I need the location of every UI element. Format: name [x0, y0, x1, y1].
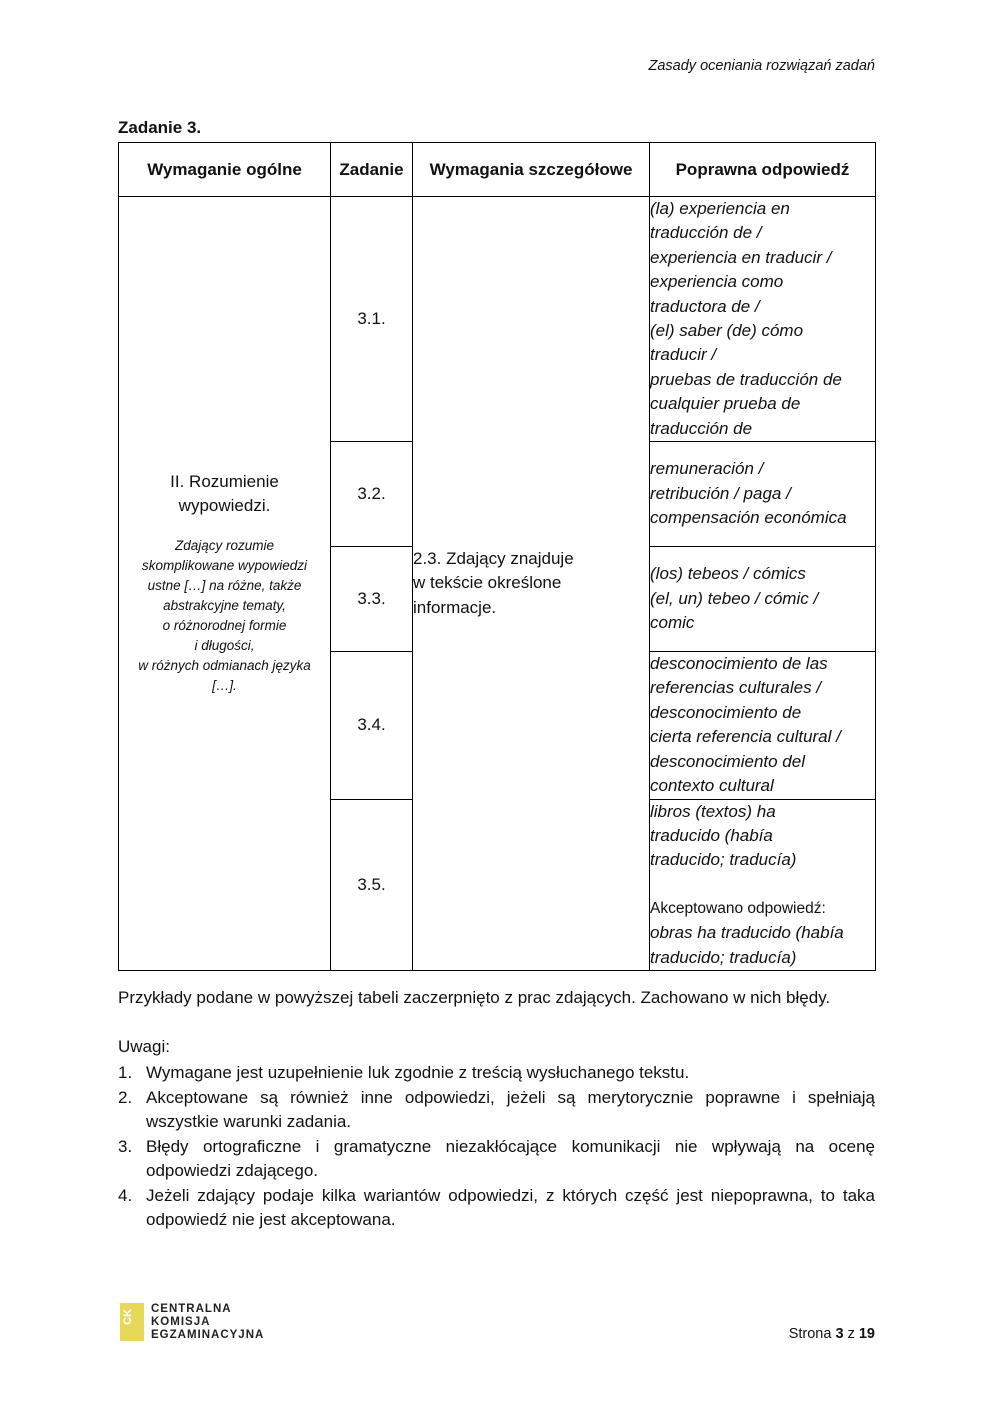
task-number: 3.4. — [331, 652, 413, 799]
accepted-answer-label: Akceptowano odpowiedź: — [650, 899, 826, 917]
cke-logo — [120, 1303, 264, 1342]
header-task: Zadanie — [331, 143, 413, 197]
task-number: 3.2. — [331, 442, 413, 547]
answer-cell: (la) experiencia en traducción de / experiencia en traducir / experiencia como traductora de / (el) saber (de) cómo traducir / pruebas de traducción de cualquier prueba de traducción de — [650, 197, 876, 442]
table-row — [119, 197, 876, 442]
scoring-table — [118, 142, 876, 971]
detailed-requirement-cell: 2.3. Zdający znajduje w tekście określone informacje. — [413, 197, 650, 971]
header-document-title: Zasady oceniania rozwiązań zadań — [648, 58, 875, 74]
list-item: 4. Jeżeli zdający podaje kilka wariantów odpowiedzi, z których część jest niepoprawna, to taka odpowiedź nie jest akceptowana. — [118, 1185, 875, 1229]
page-number: Strona 3 z 19 — [788, 1326, 875, 1342]
task-number: 3.1. — [331, 197, 413, 442]
header-correct-answer: Poprawna odpowiedź — [650, 143, 876, 197]
general-requirement-title: II. Rozumienie wypowiedzi. — [170, 472, 279, 516]
examples-note: Przykłady podane w powyższej tabeli zaczerpnięto z prac zdających. Zachowano w nich błędy. — [118, 988, 831, 1007]
answer-cell: libros (textos) ha traducido (había traducido; traducía) Akceptowano odpowiedź: obras ha traducido (había traducido; traducía) — [650, 799, 876, 970]
table-header-row — [119, 143, 876, 197]
answer-cell: remuneración / retribución / paga / compensación económica — [650, 442, 876, 547]
answer-cell: (los) tebeos / cómics (el, un) tebeo / cómic / comic — [650, 547, 876, 652]
header-detailed-requirements: Wymagania szczegółowe — [413, 143, 650, 197]
list-item: 1. Wymagane jest uzupełnienie luk zgodnie z treścią wysłuchanego tekstu. — [118, 1063, 690, 1082]
task-title: Zadanie 3. — [118, 118, 202, 137]
list-item: 3. Błędy ortograficzne i gramatyczne niezakłócające komunikacji nie wpływają na ocenę odpowiedzi zdającego. — [118, 1136, 875, 1180]
remarks-list — [118, 1061, 875, 1233]
header-general-requirement: Wymaganie ogólne — [119, 143, 331, 197]
cke-logo-mark: CK — [120, 1303, 144, 1341]
cke-logo-text: CENTRALNA KOMISJA EGZAMINACYJNA — [151, 1303, 265, 1341]
list-item: 2. Akceptowane są również inne odpowiedzi, jeżeli są merytorycznie poprawne i spełniają wszystkie warunki zadania. — [118, 1087, 875, 1131]
answer-cell: desconocimiento de las referencias culturales / desconocimiento de cierta referencia cultural / desconocimiento del contexto cultural — [650, 652, 876, 799]
remarks-label: Uwagi: — [118, 1037, 170, 1056]
general-requirement-cell — [119, 197, 331, 971]
general-requirement-description: Zdający rozumie skomplikowane wypowiedzi ustne […] na różne, także abstrakcyjne tematy, o różnorodnej formie i długości, w różnych odmianach języka […]. — [138, 538, 311, 694]
task-number: 3.3. — [331, 547, 413, 652]
task-number: 3.5. — [331, 799, 413, 970]
